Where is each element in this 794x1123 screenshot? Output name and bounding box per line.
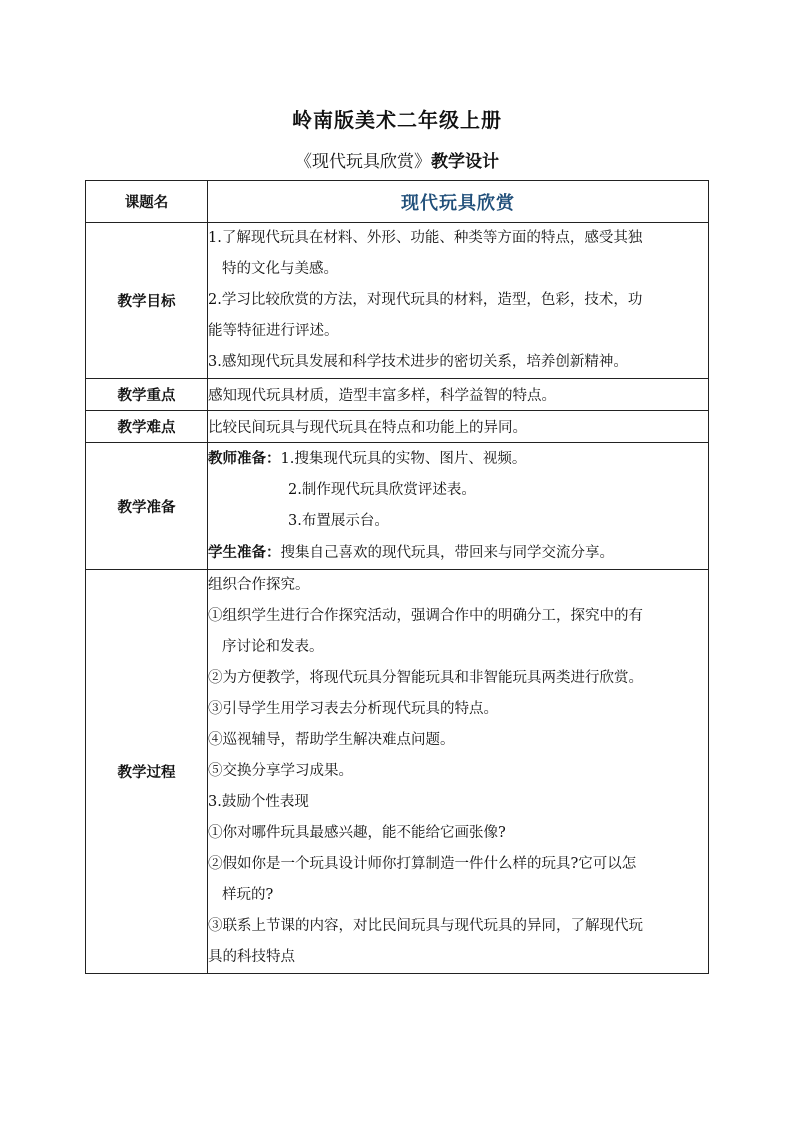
label-process: 教学过程 xyxy=(86,570,208,974)
process-line: ①你对哪件玩具最感兴趣，能不能给它画张像? xyxy=(208,825,506,841)
difficulty-content: 比较民间玩具与现代玩具在特点和功能上的异同。 xyxy=(208,411,709,443)
process-line: 样玩的? xyxy=(222,887,274,903)
table-row-preparation xyxy=(86,443,709,570)
process-line: 具的科技特点 xyxy=(208,949,295,965)
process-line: 序讨论和发表。 xyxy=(222,639,324,655)
process-line: ①组织学生进行合作探究活动，强调合作中的明确分工，探究中的有 xyxy=(208,608,643,624)
process-line: ⑤交换分享学习成果。 xyxy=(208,763,353,779)
subtitle-book-name: 《现代玩具欣赏》 xyxy=(295,152,431,172)
teacher-prep-item: 3.布置展示台。 xyxy=(288,513,389,529)
process-content xyxy=(208,570,709,974)
objective-line: 能等特征进行评述。 xyxy=(208,323,339,339)
process-line: ②为方便教学，将现代玩具分智能玩具和非智能玩具两类进行欣赏。 xyxy=(208,670,643,686)
teacher-prep-label: 教师准备： xyxy=(208,450,281,467)
teacher-prep-line xyxy=(208,443,708,475)
label-focus: 教学重点 xyxy=(86,379,208,411)
objectives-content xyxy=(208,223,709,379)
process-line: ③联系上节课的内容，对比民间玩具与现代玩具的异同，了解现代玩 xyxy=(208,918,643,934)
table-row-title xyxy=(86,181,709,223)
table-row-difficulty xyxy=(86,411,709,443)
process-line: ②假如你是一个玩具设计师你打算制造一件什么样的玩具?它可以怎 xyxy=(208,856,637,872)
student-prep-label: 学生准备： xyxy=(208,544,281,561)
student-prep-line xyxy=(208,537,708,569)
table-row-objectives xyxy=(86,223,709,379)
label-lesson-name: 课题名 xyxy=(86,181,208,223)
preparation-content xyxy=(208,443,709,570)
focus-content: 感知现代玩具材质，造型丰富多样，科学益智的特点。 xyxy=(208,379,709,411)
label-objectives: 教学目标 xyxy=(86,223,208,379)
label-preparation: 教学准备 xyxy=(86,443,208,570)
objective-line: 特的文化与美感。 xyxy=(222,261,338,277)
teacher-prep-item: 1.搜集现代玩具的实物、图片、视频。 xyxy=(280,451,527,467)
process-line: ③引导学生用学习表去分析现代玩具的特点。 xyxy=(208,701,498,717)
label-difficulty: 教学难点 xyxy=(86,411,208,443)
process-line: 3.鼓励个性表现 xyxy=(208,794,309,810)
process-line: 组织合作探究。 xyxy=(208,577,310,593)
objective-line: 3.感知现代玩具发展和科学技术进步的密切关系，培养创新精神。 xyxy=(208,354,628,370)
teacher-prep-item: 2.制作现代玩具欣赏评述表。 xyxy=(288,482,476,498)
lesson-name-value: 现代玩具欣赏 xyxy=(208,181,709,223)
subtitle-rest: 教学设计 xyxy=(431,152,499,172)
objective-line: 1.了解现代玩具在材料、外形、功能、种类等方面的特点，感受其独 xyxy=(208,230,643,246)
process-line: ④巡视辅导，帮助学生解决难点问题。 xyxy=(208,732,455,748)
objective-line: 2.学习比较欣赏的方法，对现代玩具的材料，造型，色彩，技术，功 xyxy=(208,292,643,308)
document-subtitle xyxy=(0,147,794,172)
document-title: 岭南版美术二年级上册 xyxy=(292,108,502,132)
student-prep-text: 搜集自己喜欢的现代玩具，带回来与同学交流分享。 xyxy=(280,545,614,561)
table-row-focus xyxy=(86,379,709,411)
table-row-process xyxy=(86,570,709,974)
lesson-plan-table xyxy=(85,180,709,974)
